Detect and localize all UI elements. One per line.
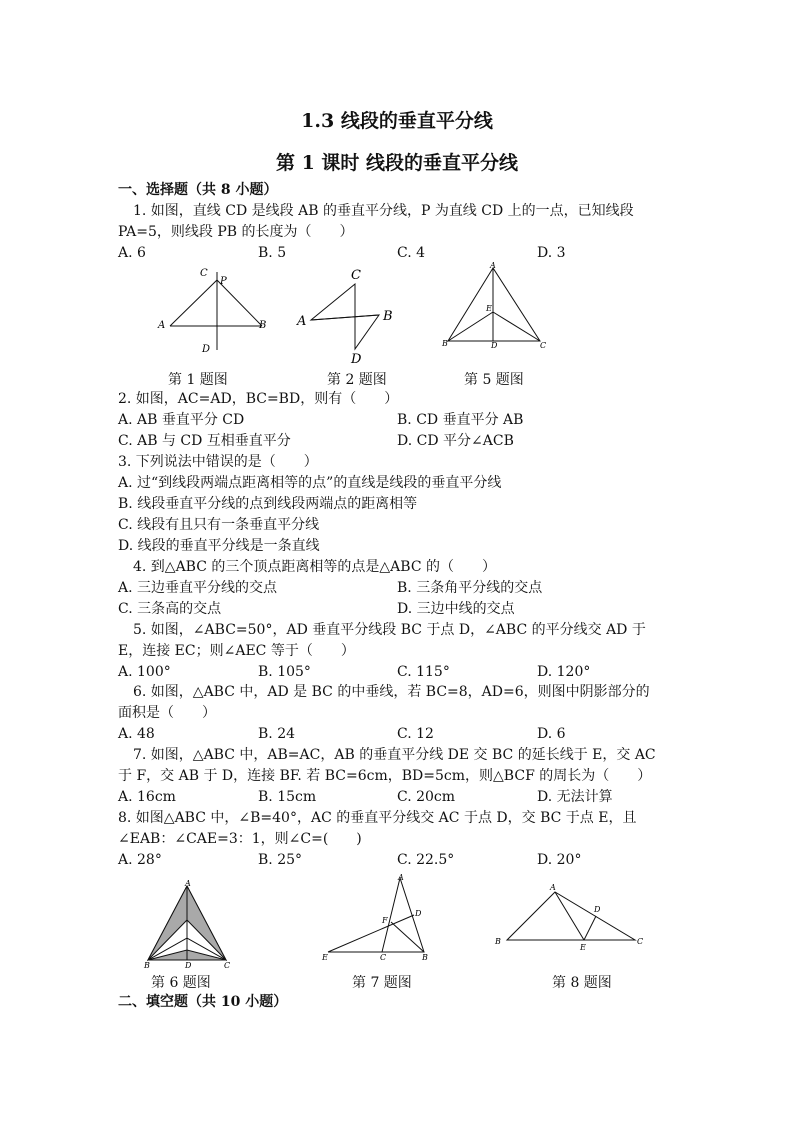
q1-option-c: C. 4 — [397, 245, 426, 261]
section-fill-heading: 二、填空题（共 10 小题） — [118, 994, 288, 1010]
q1-option-b: B. 5 — [258, 245, 287, 261]
fig7-label-b: B — [422, 953, 428, 962]
q6-option-d: D. 6 — [537, 726, 566, 742]
fig6-label-c: C — [224, 961, 231, 970]
q7-option-d: D. 无法计算 — [537, 789, 613, 805]
q1-option-a: A. 6 — [118, 245, 146, 261]
fig8-segment-ae — [555, 892, 584, 940]
fig1-label-b: B — [259, 320, 267, 331]
q1-stem-line1: 1. 如图，直线 CD 是线段 AB 的垂直平分线，P 为直线 CD 上的一点，已知线段 — [133, 203, 634, 219]
q8-stem-line2: ∠EAB：∠CAE=3：1，则∠C=( ) — [118, 831, 362, 847]
fig8-label-a: A — [550, 883, 556, 892]
fig5-segment-be — [448, 312, 493, 341]
fig6-label-b: B — [144, 961, 150, 970]
q6-option-b: B. 24 — [258, 726, 296, 742]
page-subtitle: 第 1 课时 线段的垂直平分线 — [275, 152, 519, 174]
q6-stem-line1: 6. 如图，△ABC 中，AD 是 BC 的中垂线，若 BC=8，AD=6，则图中阴影部分的 — [133, 684, 650, 700]
figure-1 — [150, 262, 280, 362]
q7-option-b: B. 15cm — [258, 789, 317, 805]
fig5-label-e: E — [486, 304, 492, 313]
figure-7-caption: 第 7 题图 — [352, 975, 412, 991]
fig5-segment-ec — [493, 312, 540, 341]
figure-8-caption: 第 8 题图 — [552, 975, 612, 991]
q3-option-a: A. 过“到线段两端点距离相等的点”的直线是线段的垂直平分线 — [118, 475, 502, 491]
q7-stem-line2: 于 F，交 AB 于 D，连接 BF. 若 BC=6cm，BD=5cm，则△BCF 的周长为（ ） — [118, 768, 652, 784]
fig5-triangle-abc — [448, 268, 540, 341]
fig5-label-d: D — [491, 341, 498, 350]
figure-6-caption: 第 6 题图 — [151, 975, 211, 991]
q5-option-d: D. 120° — [537, 664, 591, 680]
fig5-label-a: A — [490, 261, 496, 270]
q8-stem-line1: 8. 如图△ABC 中，∠B=40°，AC 的垂直平分线交 AC 于点 D，交 BC 于点 E，且 — [118, 810, 637, 826]
q4-option-c: C. 三条高的交点 — [118, 601, 222, 617]
q5-option-c: C. 115° — [397, 664, 450, 680]
q3-option-d: D. 线段的垂直平分线是一条直线 — [118, 538, 320, 554]
figure-6 — [140, 880, 235, 972]
q7-option-c: C. 20cm — [397, 789, 456, 805]
q5-stem-line2: E，连接 EC；则∠AEC 等于（ ） — [118, 643, 355, 659]
q8-option-c: C. 22.5° — [397, 852, 455, 868]
figure-5-caption: 第 5 题图 — [464, 372, 524, 388]
figure-7 — [318, 870, 433, 966]
fig8-label-b: B — [495, 937, 501, 946]
q4-option-d: D. 三边中线的交点 — [397, 601, 515, 617]
q2-option-d: D. CD 平分∠ACB — [397, 433, 514, 449]
fig6-label-d: D — [185, 961, 192, 970]
figure-5 — [440, 262, 550, 352]
fig2-label-a: A — [297, 314, 307, 329]
fig7-label-c: C — [380, 953, 387, 962]
fig7-label-f: F — [382, 916, 388, 925]
fig1-label-a: A — [158, 320, 166, 331]
q8-option-d: D. 20° — [537, 852, 582, 868]
fig2-quadrilateral — [311, 284, 379, 349]
page-title: 1.3 线段的垂直平分线 — [301, 110, 493, 132]
fig8-label-e: E — [580, 943, 586, 952]
q2-option-c: C. AB 与 CD 互相垂直平分 — [118, 433, 291, 449]
q5-option-b: B. 105° — [258, 664, 311, 680]
q6-option-a: A. 48 — [118, 726, 155, 742]
fig6-label-a: A — [185, 879, 191, 888]
figure-8 — [490, 880, 650, 950]
q8-option-b: B. 25° — [258, 852, 303, 868]
fig8-segment-ed — [584, 916, 596, 940]
fig2-label-d: D — [351, 352, 362, 367]
q8-option-a: A. 28° — [118, 852, 162, 868]
q7-stem-line1: 7. 如图，△ABC 中，AB=AC，AB 的垂直平分线 DE 交 BC 的延长线于 E，交 AC — [133, 747, 656, 763]
fig1-label-p: P — [220, 276, 227, 287]
fig7-label-d: D — [415, 909, 422, 918]
section-choice-heading: 一、选择题（共 8 小题） — [118, 182, 278, 198]
q4-option-b: B. 三条角平分线的交点 — [397, 580, 543, 596]
q2-option-b: B. CD 垂直平分 AB — [397, 412, 524, 428]
fig2-label-c: C — [351, 268, 361, 283]
q3-stem-line1: 3. 下列说法中错误的是（ ） — [118, 454, 318, 470]
q4-stem-line1: 4. 到△ABC 的三个顶点距离相等的点是△ABC 的（ ） — [133, 559, 496, 575]
fig1-label-d: D — [202, 344, 211, 355]
fig5-label-c: C — [540, 341, 547, 350]
fig5-label-b: B — [442, 339, 448, 348]
q1-option-d: D. 3 — [537, 245, 566, 261]
q3-option-c: C. 线段有且只有一条垂直平分线 — [118, 517, 320, 533]
q4-option-a: A. 三边垂直平分线的交点 — [118, 580, 278, 596]
q5-stem-line1: 5. 如图，∠ABC=50°，AD 垂直平分线段 BC 于点 D，∠ABC 的平分线交 AD 于 — [133, 622, 646, 638]
q1-stem-line2: PA=5，则线段 PB 的长度为（ ） — [118, 224, 354, 240]
figure-2-caption: 第 2 题图 — [327, 372, 387, 388]
figure-2 — [295, 264, 405, 368]
q3-option-b: B. 线段垂直平分线的点到线段两端点的距离相等 — [118, 496, 418, 512]
fig7-label-e: E — [322, 953, 328, 962]
q6-option-c: C. 12 — [397, 726, 434, 742]
fig2-label-b: B — [383, 309, 393, 324]
q2-option-a: A. AB 垂直平分 CD — [118, 412, 245, 428]
q7-option-a: A. 16cm — [118, 789, 176, 805]
q6-stem-line2: 面积是（ ） — [118, 705, 216, 721]
fig2-segment-ab — [311, 315, 379, 320]
fig8-label-d: D — [594, 905, 601, 914]
fig7-segment-ed — [328, 915, 414, 952]
fig7-label-a: A — [398, 873, 404, 882]
fig1-segment-pa — [170, 280, 217, 326]
q5-option-a: A. 100° — [118, 664, 171, 680]
q2-stem-line1: 2. 如图，AC=AD，BC=BD，则有（ ） — [118, 391, 399, 407]
fig8-label-c: C — [637, 937, 644, 946]
figure-1-caption: 第 1 题图 — [168, 372, 228, 388]
fig8-triangle-abc — [507, 892, 635, 940]
fig1-label-c: C — [200, 268, 208, 279]
